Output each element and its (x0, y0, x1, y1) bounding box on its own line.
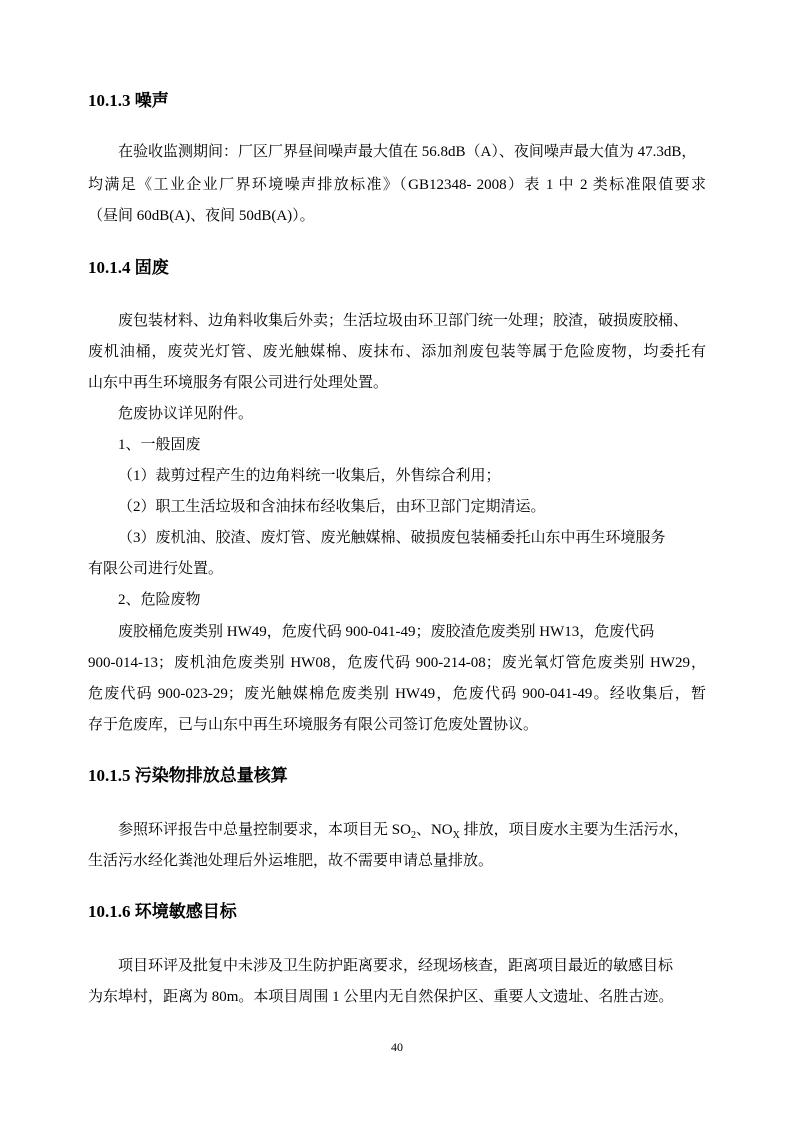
agreement-note: 危废协议详见附件。 (118, 406, 254, 422)
sensitive-targets-line: 项目环评及批复中未涉及卫生防护距离要求，经现场核查，距离项目最近的敏感目标 (118, 958, 674, 974)
heading-solid-waste: 10.1.4 固废 (88, 258, 169, 277)
solid-waste-paragraph-line: 废包装材料、边角料收集后外卖；生活垃圾由环卫部门统一处理；胶渣，破损废胶桶、 (118, 313, 689, 329)
hazardous-waste-line: 废胶桶危废类别 HW49，危废代码 900-041-49；废胶渣危废类别 HW13，危废代码 (118, 624, 655, 640)
hazardous-waste-line: 存于危废库，已与山东中再生环境服务有限公司签订危废处置协议。 (88, 717, 539, 733)
sensitive-targets-line: 为东埠村，距离为 80m。本项目周围 1 公里内无自然保护区、重要人文遗址、名胜古迹。 (88, 989, 674, 1005)
general-waste-item-2: （2）职工生活垃圾和含油抹布经收集后，由环卫部门定期清运。 (118, 499, 546, 515)
general-waste-item-3-cont: 有限公司进行处置。 (88, 561, 224, 577)
total-emission-line-2: 生活污水经化粪池处理后外运堆肥，故不需要申请总量排放。 (88, 853, 494, 869)
noise-paragraph-line: （昼间 60dB(A)、夜间 50dB(A)）。 (88, 208, 315, 224)
noise-paragraph-line: 均满足《工业企业厂界环境噪声排放标准》（GB12348- 2008）表 1 中 2 类标准限值要求 (88, 177, 706, 193)
page-number: 40 (391, 1040, 403, 1054)
noise-paragraph-line: 在验收监测期间：厂区厂界昼间噪声最大值在 56.8dB（A）、夜间噪声最大值为 47.3dB， (118, 144, 697, 160)
heading-noise: 10.1.3 噪声 (88, 91, 169, 110)
solid-waste-paragraph-line: 废机油桶，废荧光灯管、废光触媒棉、废抹布、添加剂废包装等属于危险废物，均委托有 (88, 344, 706, 360)
heading-total-emission: 10.1.5 污染物排放总量核算 (88, 766, 288, 785)
general-waste-item-3: （3）废机油、胶渣、废灯管、废光触媒棉、破损废包装桶委托山东中再生环境服务 (118, 530, 666, 546)
hazardous-waste-heading: 2、危险废物 (118, 592, 201, 608)
general-waste-heading: 1、一般固废 (118, 437, 201, 453)
solid-waste-paragraph-line: 山东中再生环境服务有限公司进行处理处置。 (88, 375, 389, 391)
hazardous-waste-line: 危废代码 900-023-29；废光触媒棉危废类别 HW49，危废代码 900-041-49。经收集后，暂 (88, 686, 706, 702)
general-waste-item-1: （1）裁剪过程产生的边角料统一收集后，外售综合利用； (118, 468, 501, 484)
heading-sensitive-targets: 10.1.6 环境敏感目标 (88, 902, 237, 921)
total-emission-line-1: 参照环评报告中总量控制要求，本项目无 $SO_2$、$NO_X$ 排放，项目废水主要为生活污水， (118, 822, 689, 841)
hazardous-waste-line: 900-014-13；废机油危废类别 HW08，危废代码 900-214-08；废光氧灯管危废类别 HW29， (88, 655, 706, 671)
